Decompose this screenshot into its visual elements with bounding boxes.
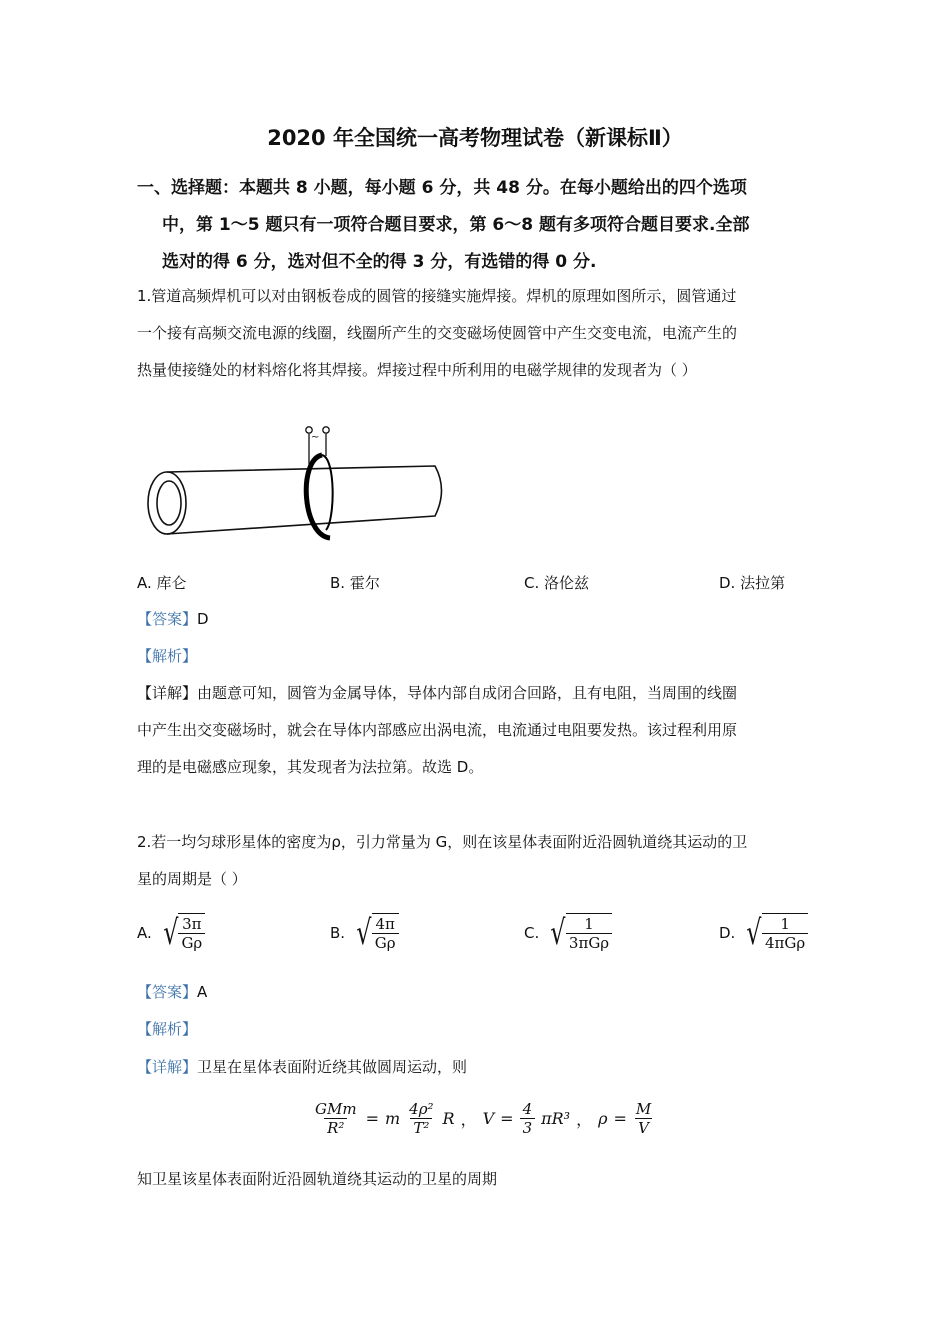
q1-option-a: A. 库仑 xyxy=(137,574,187,592)
q2-equation: $\frac{\text{GMm}}{\text{R²}}$ = m $\frac{\text{4ρ²}}{\text{T²}}$ R ， V = $\frac{4}{3}$ πR³ ， ρ = $\frac{M}{V}$ xyxy=(315,1100,652,1137)
q1-stem-line-1: 1.管道高频焊机可以对由钢板卷成的圆管的接缝实施焊接。焊机的原理如图所示，圆管通过 xyxy=(137,287,737,305)
q1-detail-line-2: 中产生出交变磁场时，就会在导体内部感应出涡电流，电流通过电阻要发热。该过程利用原 xyxy=(137,721,738,739)
q1-option-b: B. 霍尔 xyxy=(330,574,380,592)
q2-option-c: C. √ $\frac{1}{\text{3πGρ}}$ xyxy=(524,913,612,952)
welding-pipe-figure xyxy=(140,420,460,550)
q1-option-d: D. 法拉第 xyxy=(719,574,786,592)
q2-detail-line-1: 【详解】卫星在星体表面附近绕其做圆周运动，则 xyxy=(137,1058,468,1076)
q2-option-a: A. √ $\frac{3\pi}{G\rho}$ xyxy=(137,913,205,952)
section-line-3: 选对的得 6 分，选对但不全的得 3 分，有选错的得 0 分. xyxy=(162,252,597,272)
q2-answer: 【答案】A xyxy=(137,983,208,1001)
q1-stem-line-2: 一个接有高频交流电源的线圈，线圈所产生的交变磁场使圆管中产生交变电流，电流产生的 xyxy=(137,324,738,342)
page-title: 2020 年全国统一高考物理试卷（新课标Ⅱ） xyxy=(267,126,683,150)
q2-stem-line-2: 星的周期是（ ） xyxy=(137,870,247,888)
q2-conclusion: 知卫星该星体表面附近沿圆轨道绕其运动的卫星的周期 xyxy=(137,1170,498,1188)
q1-analysis-tag: 【解析】 xyxy=(137,647,198,665)
q2-analysis-tag: 【解析】 xyxy=(137,1020,198,1038)
section-line-1: 一、选择题：本题共 8 小题，每小题 6 分，共 48 分。在每小题给出的四个选项 xyxy=(137,178,747,198)
q1-stem-line-3: 热量使接缝处的材料熔化将其焊接。焊接过程中所利用的电磁学规律的发现者为（ ） xyxy=(137,361,697,379)
q1-detail-line-3: 理的是电磁感应现象，其发现者为法拉第。故选 D。 xyxy=(137,758,484,776)
q1-detail-line-1: 【详解】由题意可知，圆管为金属导体，导体内部自成闭合回路，且有电阻，当周围的线圈 xyxy=(137,684,738,702)
section-line-2: 中，第 1～5 题只有一项符合题目要求，第 6～8 题有多项符合题目要求.全部 xyxy=(162,215,750,235)
q1-answer: 【答案】D xyxy=(137,610,209,628)
q2-option-d: D. √ $\frac{1}{\text{4πGρ}}$ xyxy=(719,913,808,952)
ac-symbol: ~ xyxy=(311,432,320,443)
q1-option-c: C. 洛伦兹 xyxy=(524,574,590,592)
q2-stem-line-1: 2.若一均匀球形星体的密度为ρ，引力常量为 G，则在该星体表面附近沿圆轨道绕其运动的卫 xyxy=(137,833,748,851)
q2-option-b: B. √ $\frac{4\pi}{G\rho}$ xyxy=(330,913,399,952)
coil-back xyxy=(322,455,333,530)
pipe-shape xyxy=(148,466,442,534)
coil-front xyxy=(306,455,330,538)
